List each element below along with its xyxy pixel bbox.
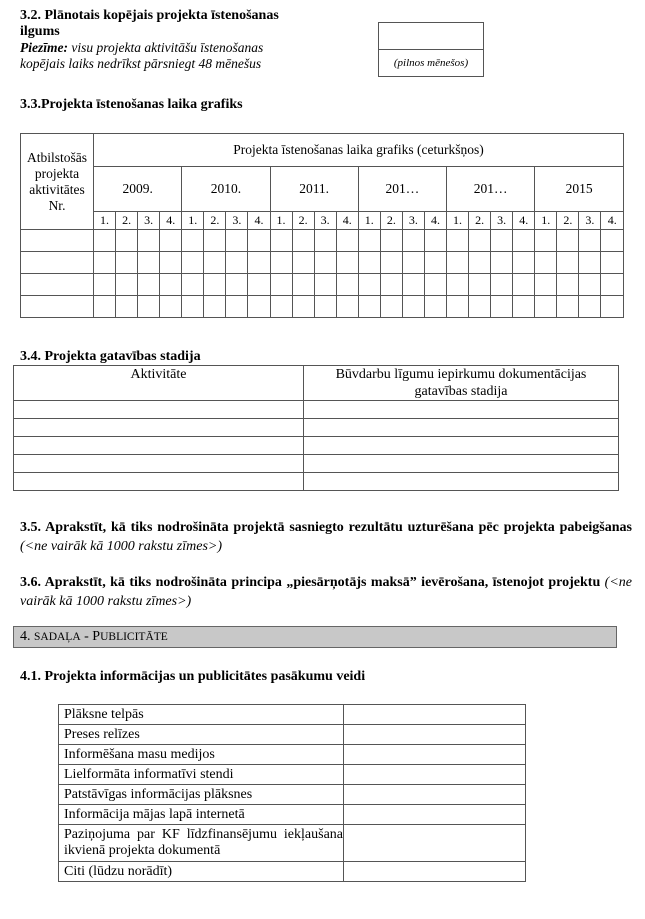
quarter-header: 4.	[160, 212, 182, 230]
quarter-cell[interactable]	[424, 296, 446, 318]
quarter-cell[interactable]	[358, 230, 380, 252]
quarter-cell[interactable]	[601, 252, 624, 274]
publicity-item: Informēšana masu medijos	[59, 745, 344, 765]
publicity-checkbox[interactable]	[344, 705, 526, 725]
section-3-6	[20, 573, 632, 611]
quarter-cell[interactable]	[292, 252, 314, 274]
activity-number-cell[interactable]	[21, 230, 94, 252]
schedule-header: Projekta īstenošanas laika grafiks (ceturkšņos)	[94, 134, 624, 167]
quarter-header: 2.	[116, 212, 138, 230]
readiness-col-header	[304, 366, 619, 401]
quarter-cell[interactable]	[292, 230, 314, 252]
section-3-6-limit: (<ne vairāk kā 1000 rakstu zīmes>)	[20, 575, 632, 609]
quarter-cell[interactable]	[601, 296, 624, 318]
quarter-cell[interactable]	[138, 252, 160, 274]
readiness-cell[interactable]	[304, 473, 619, 491]
title-line-1: 3.2. Plānotais kopējais projekta īstenošanas	[20, 8, 279, 23]
section-4-number: 4.	[20, 629, 34, 644]
quarter-cell[interactable]	[226, 274, 248, 296]
section-3-2-note	[20, 40, 330, 72]
publicity-checkbox[interactable]	[344, 825, 526, 862]
quarter-cell[interactable]	[292, 296, 314, 318]
quarter-cell[interactable]	[94, 274, 116, 296]
note-line-1: visu projekta aktivitāšu īstenošanas	[67, 40, 264, 55]
section-3-3-heading: 3.3.Projekta īstenošanas laika grafiks	[20, 97, 243, 112]
quarter-cell[interactable]	[579, 252, 601, 274]
quarter-cell[interactable]	[358, 296, 380, 318]
publicity-table	[58, 704, 526, 882]
quarter-cell[interactable]	[491, 252, 513, 274]
quarter-cell[interactable]	[336, 230, 358, 252]
quarter-cell[interactable]	[424, 230, 446, 252]
publicity-checkbox[interactable]	[344, 765, 526, 785]
quarter-cell[interactable]	[160, 252, 182, 274]
activity-col-header: Aktivitāte	[14, 366, 304, 401]
quarter-cell[interactable]	[336, 274, 358, 296]
quarter-header: 2.	[380, 212, 402, 230]
quarter-header: 1.	[447, 212, 469, 230]
activity-cell[interactable]	[14, 401, 304, 419]
quarter-header: 3.	[579, 212, 601, 230]
publicity-checkbox[interactable]	[344, 785, 526, 805]
section-3-5	[20, 518, 632, 556]
quarter-cell[interactable]	[116, 230, 138, 252]
quarter-cell[interactable]	[314, 230, 336, 252]
quarter-cell[interactable]	[491, 230, 513, 252]
quarter-cell[interactable]	[424, 252, 446, 274]
quarter-cell[interactable]	[402, 274, 424, 296]
year-header: 2011.	[270, 167, 358, 212]
quarter-cell[interactable]	[535, 274, 557, 296]
year-header: 2015	[535, 167, 624, 212]
quarter-cell[interactable]	[424, 274, 446, 296]
publicity-item: Paziņojuma par KF līdzfinansējumu iekļaušana ikvienā projekta dokumentā	[59, 825, 344, 862]
quarter-header: 3.	[314, 212, 336, 230]
quarter-cell[interactable]	[116, 296, 138, 318]
section-4-header	[13, 626, 617, 648]
quarter-cell[interactable]	[601, 230, 624, 252]
quarter-cell[interactable]	[513, 274, 535, 296]
quarter-cell[interactable]	[226, 230, 248, 252]
quarter-cell[interactable]	[116, 252, 138, 274]
quarter-cell[interactable]	[402, 230, 424, 252]
quarter-cell[interactable]	[314, 252, 336, 274]
quarter-cell[interactable]	[94, 296, 116, 318]
quarter-header: 1.	[270, 212, 292, 230]
section-4-dash: - P	[80, 629, 101, 644]
duration-unit-label: (pilnos mēnešos)	[379, 50, 484, 77]
section-3-6-text: 3.6. Aprakstīt, kā tiks nodrošināta principa „piesārņotājs maksā” ievērošana, īstenojot projektu	[20, 575, 601, 590]
quarter-cell[interactable]	[270, 230, 292, 252]
activity-number-cell[interactable]	[21, 252, 94, 274]
quarter-cell[interactable]	[182, 274, 204, 296]
schedule-row	[21, 230, 624, 252]
quarter-header: 4.	[601, 212, 624, 230]
section-4-1-heading: 4.1. Projekta informācijas un publicitātes pasākumu veidi	[20, 669, 366, 684]
quarter-cell[interactable]	[182, 252, 204, 274]
year-header: 201…	[447, 167, 535, 212]
quarter-cell[interactable]	[579, 230, 601, 252]
quarter-cell[interactable]	[513, 252, 535, 274]
quarter-header: 1.	[182, 212, 204, 230]
section-4-title: UBLICITĀTE	[100, 631, 168, 643]
schedule-row	[21, 252, 624, 274]
section-3-4-heading: 3.4. Projekta gatavības stadija	[20, 349, 201, 364]
quarter-cell[interactable]	[469, 274, 491, 296]
quarter-cell[interactable]	[447, 274, 469, 296]
quarter-cell[interactable]	[557, 252, 579, 274]
quarter-cell[interactable]	[94, 252, 116, 274]
quarter-header: 2.	[469, 212, 491, 230]
readiness-cell[interactable]	[304, 455, 619, 473]
quarter-cell[interactable]	[204, 230, 226, 252]
publicity-item: Plāksne telpās	[59, 705, 344, 725]
quarter-header: 3.	[402, 212, 424, 230]
quarter-cell[interactable]	[292, 274, 314, 296]
quarter-header: 2.	[204, 212, 226, 230]
publicity-checkbox[interactable]	[344, 805, 526, 825]
quarter-cell[interactable]	[160, 230, 182, 252]
section-3-2-title	[20, 8, 330, 40]
quarter-header: 2.	[292, 212, 314, 230]
quarter-header: 4.	[248, 212, 270, 230]
quarter-cell[interactable]	[138, 274, 160, 296]
publicity-item-other: Citi (lūdzu norādīt)	[59, 862, 344, 882]
quarter-cell[interactable]	[182, 230, 204, 252]
quarter-cell[interactable]	[116, 274, 138, 296]
publicity-other-input[interactable]	[344, 862, 526, 882]
quarter-cell[interactable]	[204, 252, 226, 274]
readiness-cell[interactable]	[304, 401, 619, 419]
quarter-cell[interactable]	[94, 230, 116, 252]
quarter-cell[interactable]	[226, 296, 248, 318]
section-3-5-text: 3.5. Aprakstīt, kā tiks nodrošināta projektā sasniegto rezultātu uzturēšana pēc projekta pabeigšanas	[20, 520, 632, 535]
publicity-checkbox[interactable]	[344, 725, 526, 745]
quarter-header: 4.	[424, 212, 446, 230]
quarter-cell[interactable]	[336, 252, 358, 274]
note-label: Piezīme:	[20, 40, 68, 55]
quarter-cell[interactable]	[491, 296, 513, 318]
quarter-cell[interactable]	[469, 252, 491, 274]
publicity-item: Patstāvīgas informācijas plāksnes	[59, 785, 344, 805]
quarter-cell[interactable]	[182, 296, 204, 318]
quarter-header: 4.	[336, 212, 358, 230]
title-line-2: ilgums	[20, 24, 60, 39]
quarter-cell[interactable]	[336, 296, 358, 318]
year-header: 2009.	[94, 167, 182, 212]
section-3-2	[20, 8, 330, 72]
quarter-header: 2.	[557, 212, 579, 230]
quarter-cell[interactable]	[535, 230, 557, 252]
activity-cell[interactable]	[14, 419, 304, 437]
quarter-cell[interactable]	[314, 274, 336, 296]
readiness-header-line-1: Būvdarbu līgumu iepirkumu dokumentācijas	[335, 367, 587, 382]
activity-cell[interactable]	[14, 437, 304, 455]
quarter-cell[interactable]	[160, 274, 182, 296]
quarter-header: 1.	[358, 212, 380, 230]
quarter-cell[interactable]	[491, 274, 513, 296]
readiness-header-line-2: gatavības stadija	[414, 384, 508, 399]
quarter-cell[interactable]	[270, 296, 292, 318]
quarter-cell[interactable]	[380, 252, 402, 274]
quarter-cell[interactable]	[270, 274, 292, 296]
quarter-cell[interactable]	[138, 296, 160, 318]
activity-number-cell[interactable]	[21, 296, 94, 318]
quarter-cell[interactable]	[204, 296, 226, 318]
section-3-5-limit: (<ne vairāk kā 1000 rakstu zīmes>)	[20, 539, 223, 554]
activity-cell[interactable]	[14, 455, 304, 473]
quarter-cell[interactable]	[380, 296, 402, 318]
quarter-cell[interactable]	[579, 274, 601, 296]
year-row	[21, 167, 624, 212]
quarter-header: 4.	[513, 212, 535, 230]
quarter-cell[interactable]	[469, 230, 491, 252]
quarter-cell[interactable]	[535, 296, 557, 318]
quarter-cell[interactable]	[160, 296, 182, 318]
readiness-cell[interactable]	[304, 437, 619, 455]
activity-cell[interactable]	[14, 473, 304, 491]
quarter-cell[interactable]	[513, 296, 535, 318]
quarter-cell[interactable]	[601, 274, 624, 296]
quarter-cell[interactable]	[579, 296, 601, 318]
quarter-cell[interactable]	[469, 296, 491, 318]
quarter-cell[interactable]	[557, 296, 579, 318]
quarter-header: 3.	[138, 212, 160, 230]
quarter-header: 1.	[535, 212, 557, 230]
quarter-cell[interactable]	[535, 252, 557, 274]
quarter-header: 1.	[94, 212, 116, 230]
year-header: 201…	[358, 167, 446, 212]
quarter-cell[interactable]	[248, 252, 270, 274]
year-header: 2010.	[182, 167, 270, 212]
quarter-cell[interactable]	[557, 274, 579, 296]
quarter-cell[interactable]	[358, 274, 380, 296]
quarter-cell[interactable]	[138, 230, 160, 252]
quarter-cell[interactable]	[248, 296, 270, 318]
quarter-cell[interactable]	[380, 230, 402, 252]
readiness-cell[interactable]	[304, 419, 619, 437]
schedule-row	[21, 274, 624, 296]
publicity-item: Informācija mājas lapā internetā	[59, 805, 344, 825]
activity-number-header: Atbilstošās projekta aktivitātes Nr.	[21, 134, 94, 230]
quarter-cell[interactable]	[447, 296, 469, 318]
quarter-row	[21, 212, 624, 230]
quarter-cell[interactable]	[447, 252, 469, 274]
quarter-cell[interactable]	[358, 252, 380, 274]
schedule-table	[20, 133, 624, 318]
schedule-row	[21, 296, 624, 318]
quarter-header: 3.	[491, 212, 513, 230]
quarter-cell[interactable]	[380, 274, 402, 296]
quarter-cell[interactable]	[226, 252, 248, 274]
publicity-checkbox[interactable]	[344, 745, 526, 765]
activity-number-cell[interactable]	[21, 274, 94, 296]
quarter-cell[interactable]	[204, 274, 226, 296]
section-4-word: SADAĻA	[34, 631, 81, 643]
quarter-cell[interactable]	[557, 230, 579, 252]
quarter-cell[interactable]	[248, 230, 270, 252]
quarter-cell[interactable]	[447, 230, 469, 252]
publicity-item: Preses relīzes	[59, 725, 344, 745]
quarter-cell[interactable]	[270, 252, 292, 274]
note-line-2: kopējais laiks nedrīkst pārsniegt 48 mēnešus	[20, 56, 262, 71]
quarter-cell[interactable]	[402, 252, 424, 274]
duration-box	[378, 22, 484, 77]
duration-input[interactable]	[379, 23, 484, 50]
quarter-cell[interactable]	[402, 296, 424, 318]
publicity-item: Lielformāta informatīvi stendi	[59, 765, 344, 785]
quarter-cell[interactable]	[248, 274, 270, 296]
readiness-table	[13, 365, 619, 491]
quarter-cell[interactable]	[513, 230, 535, 252]
quarter-header: 3.	[226, 212, 248, 230]
quarter-cell[interactable]	[314, 296, 336, 318]
